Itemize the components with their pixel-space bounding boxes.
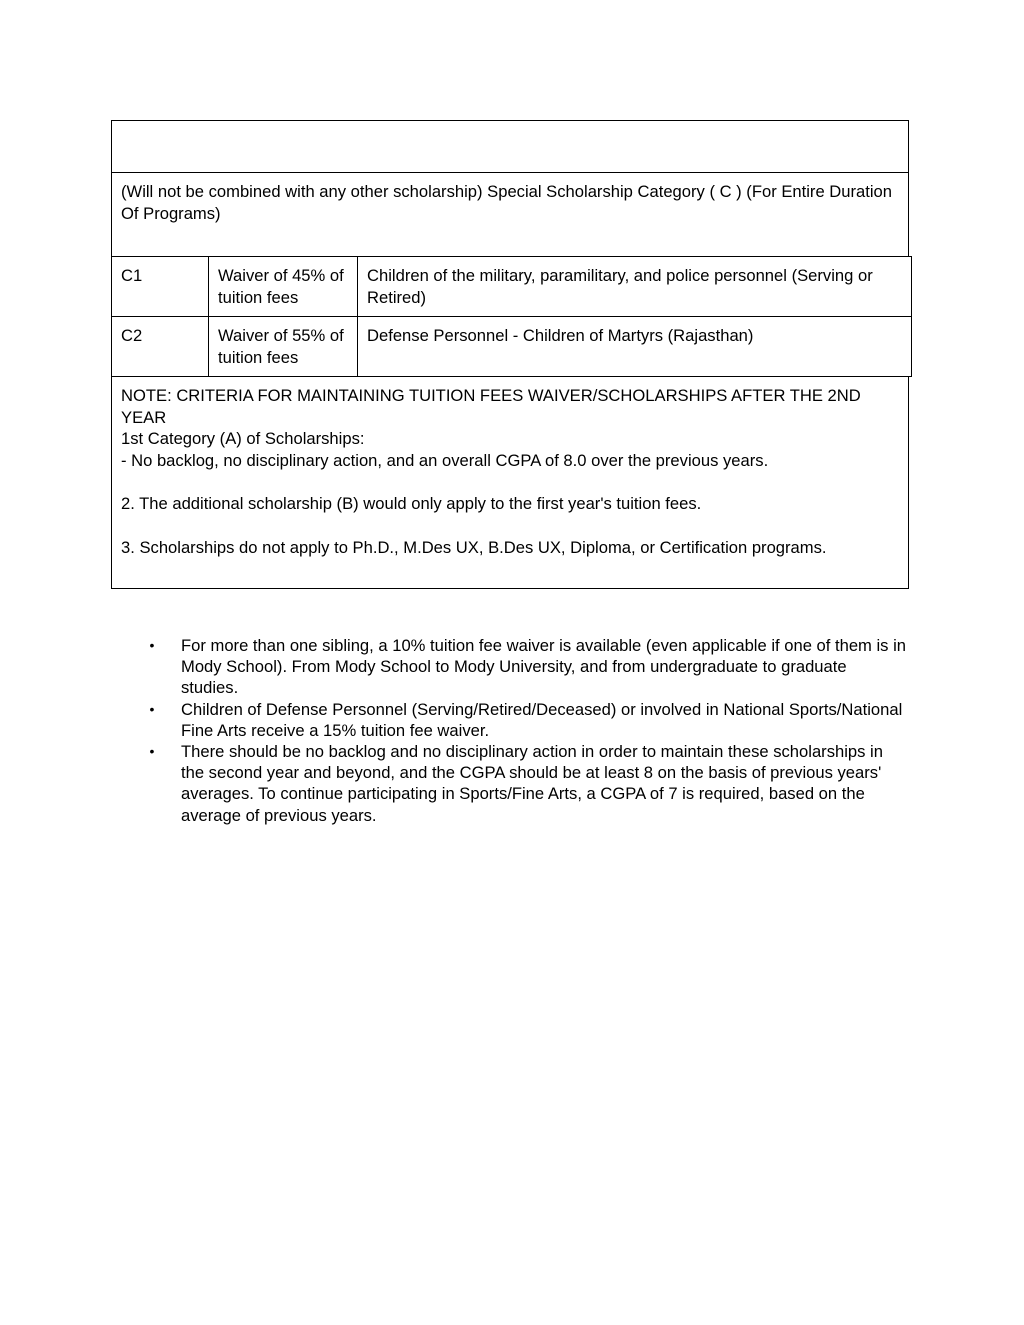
waiver-text: Waiver of 45% of tuition fees xyxy=(218,266,344,307)
additional-waivers-list xyxy=(147,635,907,826)
waiver-text: Waiver of 55% of tuition fees xyxy=(218,326,344,367)
waiver-cell xyxy=(209,317,358,376)
list-item xyxy=(147,741,907,826)
category-header-text: (Will not be combined with any other scholarship) Special Scholarship Category ( C ) (For Entire Duration Of Programs) xyxy=(121,182,893,223)
list-item-text: Children of Defense Personnel (Serving/Retired/Deceased) or involved in National Sports/National Fine Arts receive a 15% tuition fee waiver. xyxy=(181,699,903,740)
scholarship-code: C1 xyxy=(121,266,143,285)
eligibility-text: Children of the military, paramilitary, and police personnel (Serving or Retired) xyxy=(367,266,873,307)
scholarship-code-cell xyxy=(112,317,209,376)
list-item xyxy=(147,635,907,699)
list-item-text: There should be no backlog and no disciplinary action in order to maintain these scholarships in the second year and beyond, and the CGPA should be at least 8 on the basis of previous years' averages. To continue participating in Sports/Fine Arts, a CGPA of 7 is required, based on the average of previous years. xyxy=(181,742,883,825)
list-item xyxy=(147,699,907,741)
bullet-icon: • xyxy=(149,700,155,717)
note-title: NOTE: CRITERIA FOR MAINTAINING TUITION FEES WAIVER/SCHOLARSHIPS AFTER THE 2ND YEAR xyxy=(121,386,861,427)
note-category-a-criteria: - No backlog, no disciplinary action, and an overall CGPA of 8.0 over the previous years. xyxy=(121,450,769,470)
empty-table-row xyxy=(111,120,909,173)
eligibility-cell xyxy=(358,257,911,316)
list-item-text: For more than one sibling, a 10% tuition fee waiver is available (even applicable if one of them is in Mody School). From Mody School to Mody University, and from undergraduate to graduate studies. xyxy=(181,636,906,698)
note-category-a: 1st Category (A) of Scholarships: xyxy=(121,429,365,449)
eligibility-text: Defense Personnel - Children of Martyrs (Rajasthan) xyxy=(367,326,754,345)
scholarship-code: C2 xyxy=(121,326,143,345)
note-additional-scholarship: 2. The additional scholarship (B) would only apply to the first year's tuition fees. xyxy=(121,494,702,514)
waiver-cell xyxy=(209,257,358,316)
eligibility-cell xyxy=(358,317,911,376)
criteria-note xyxy=(111,376,909,589)
scholarship-code-cell xyxy=(112,257,209,316)
bullet-icon: • xyxy=(149,637,155,653)
table-row xyxy=(111,316,912,377)
table-row xyxy=(111,256,912,317)
note-exclusions: 3. Scholarships do not apply to Ph.D., M.Des UX, B.Des UX, Diploma, or Certification programs. xyxy=(121,537,827,557)
bullet-icon: • xyxy=(149,743,155,760)
scholarship-category-header xyxy=(111,172,909,257)
